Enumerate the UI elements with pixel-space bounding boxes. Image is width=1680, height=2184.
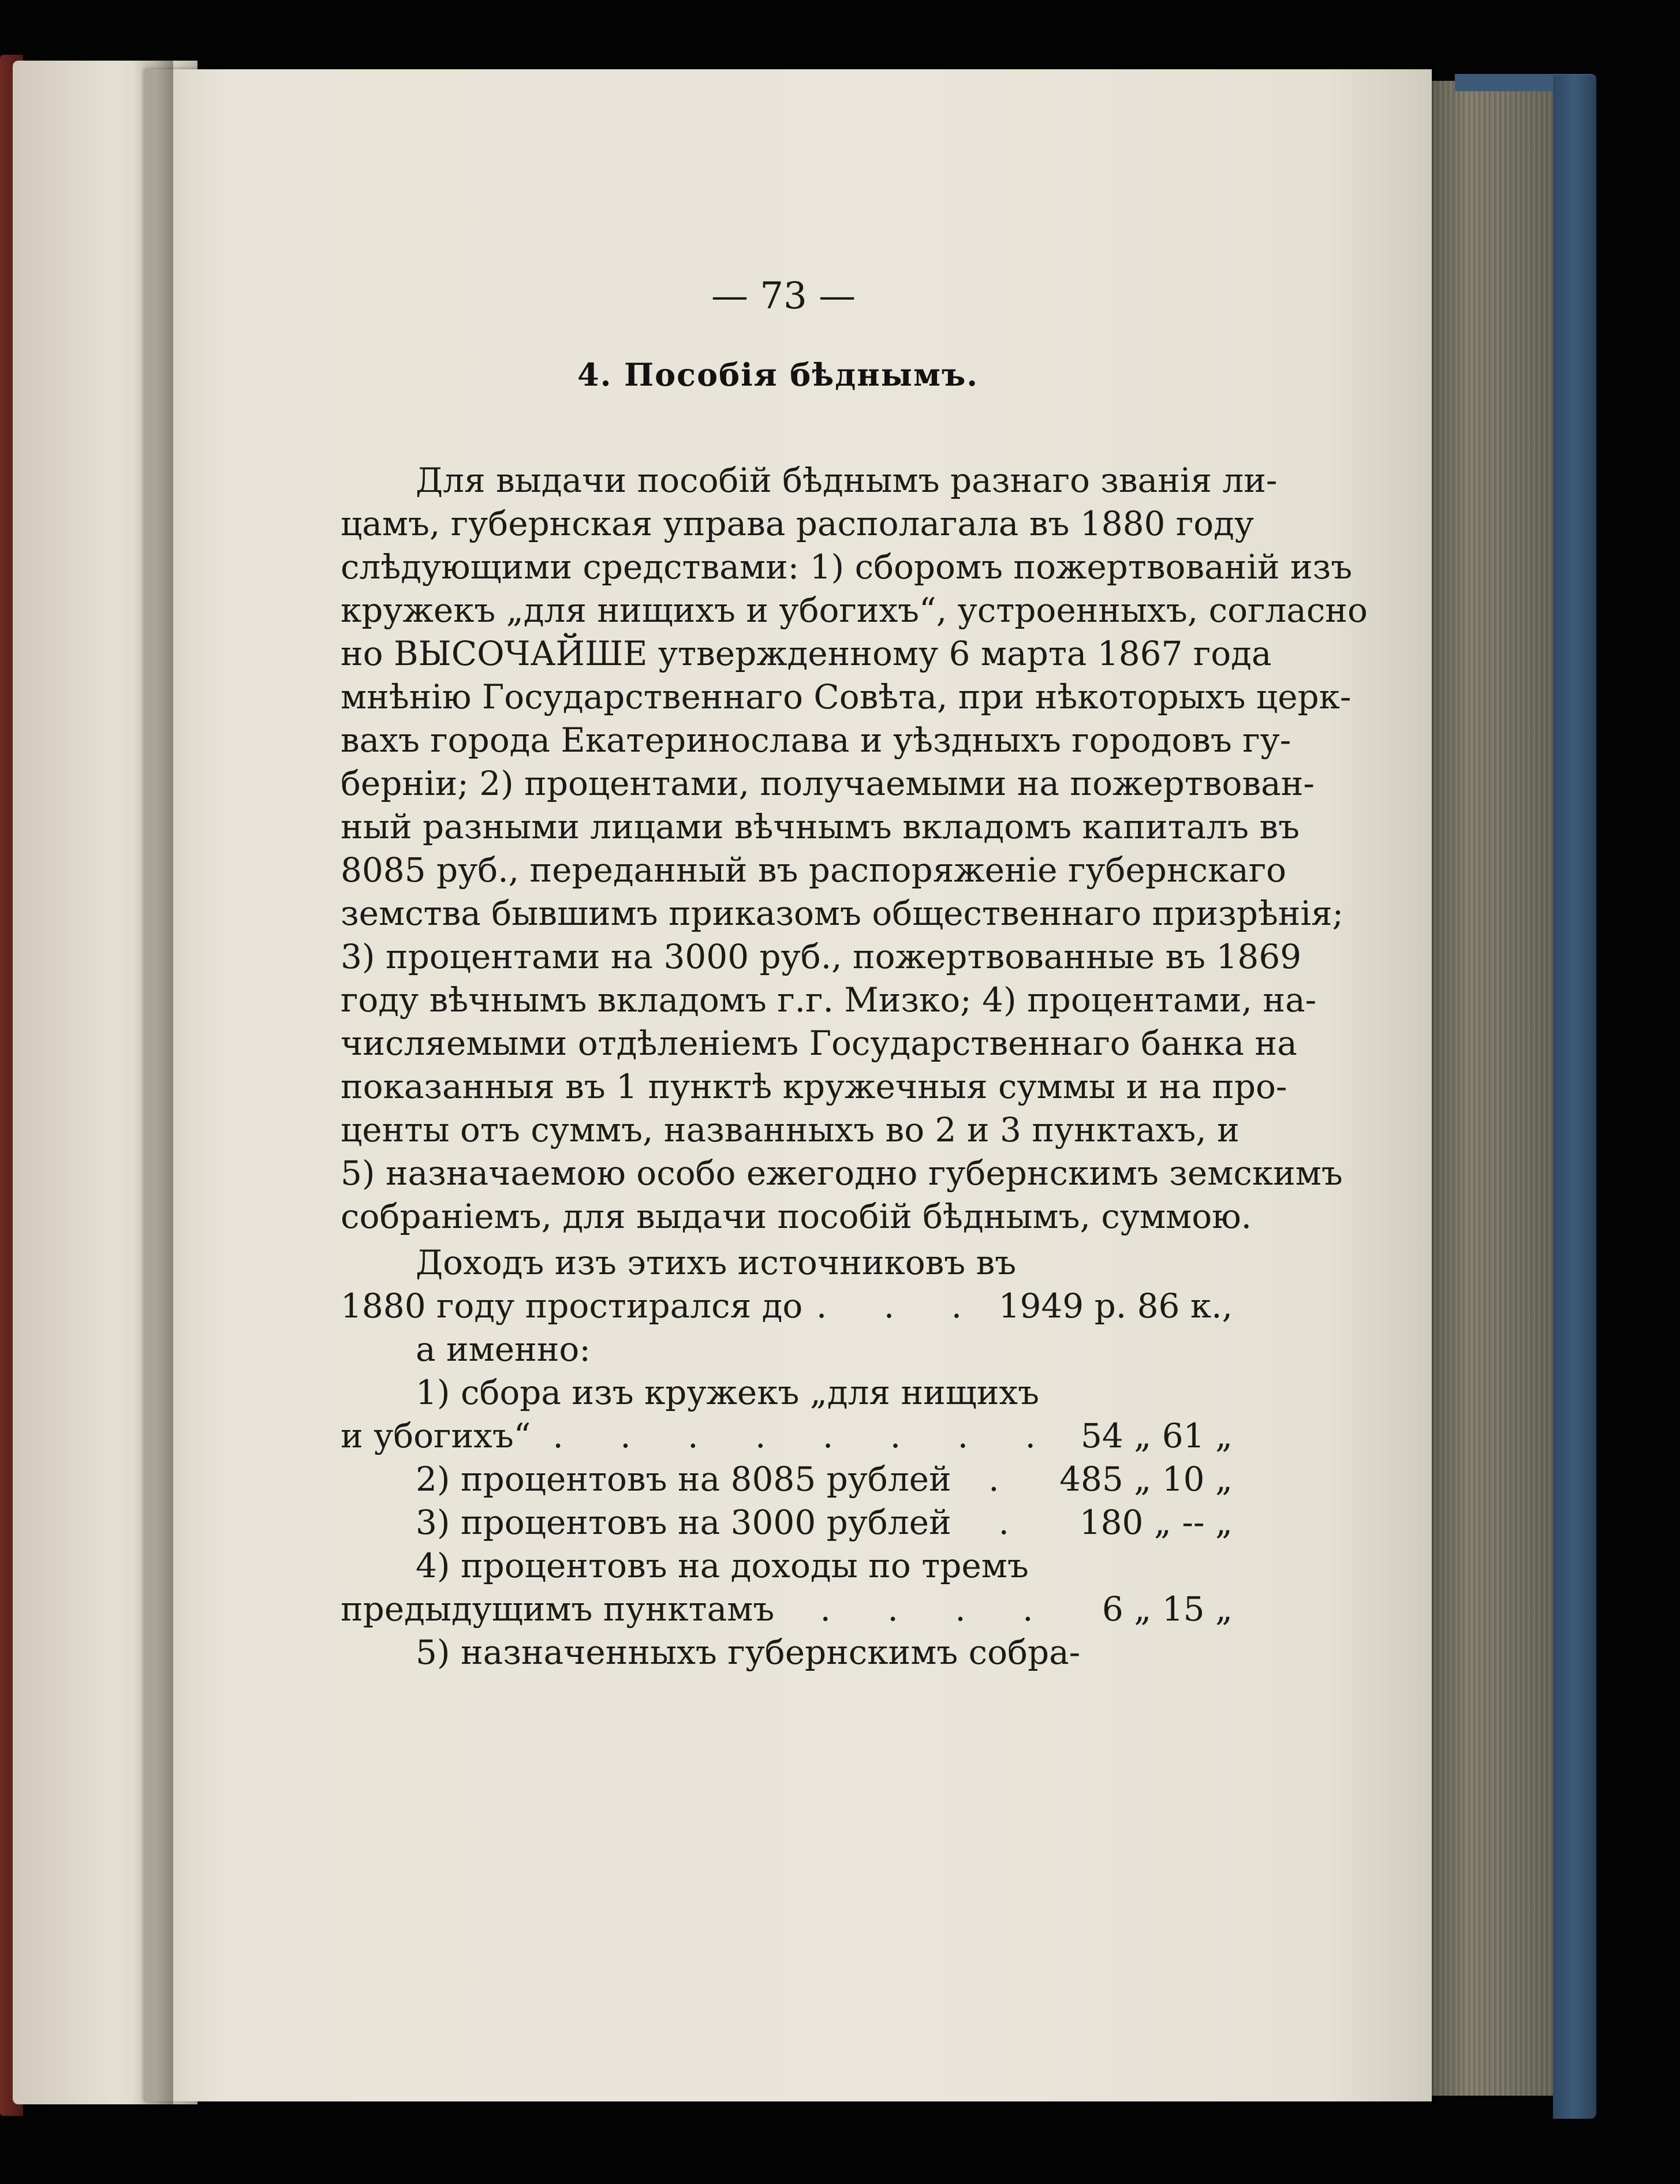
paragraph-line: но ВЫСОЧАЙШЕ утвержденному 6 марта 1867 года: [341, 634, 1272, 673]
item3-row: [341, 1501, 1233, 1544]
paragraph-line: мнѣнію Государственнаго Совѣта, при нѣкоторыхъ церк-: [341, 677, 1352, 716]
income-total-label: 1880 году простирался до: [341, 1286, 803, 1326]
income-intro-line: Доходъ изъ этихъ источниковъ въ: [416, 1243, 1017, 1282]
paragraph-line: 8085 руб., переданный въ распоряженіе губернскаго: [341, 850, 1287, 890]
paragraph-line: собраніемъ, для выдачи пособій бѣднымъ, суммою.: [341, 1197, 1252, 1236]
item4-label: предыдущимъ пунктамъ: [341, 1589, 775, 1629]
income-section: [341, 1241, 1233, 1674]
income-total-row: [341, 1285, 1233, 1328]
item4-row: [341, 1588, 1233, 1631]
paragraph-line: Для выдачи пособій бѣднымъ разнаго званія ли-: [416, 461, 1278, 500]
leader-dots: . . .: [816, 1286, 985, 1326]
item1-row: [341, 1414, 1233, 1458]
item3-label: 3) процентовъ на 3000 рублей: [416, 1503, 951, 1542]
paragraph-line: земства бывшимъ приказомъ общественнаго призрѣнія;: [341, 894, 1344, 933]
paragraph-line: году вѣчнымъ вкладомъ г.г. Мизко; 4) процентами, на-: [341, 980, 1317, 1020]
paragraph: [341, 459, 1368, 1238]
item4-value: 6 „ 15 „: [1102, 1589, 1233, 1629]
item2-value: 485 „ 10 „: [1059, 1459, 1233, 1499]
paragraph-line: числяемыми отдѣленіемъ Государственнаго банка на: [341, 1024, 1297, 1063]
income-total-value: 1949 р. 86 к.,: [998, 1286, 1233, 1326]
leader-dots: . . . .: [820, 1589, 1056, 1629]
paragraph-line: цамъ, губернская управа располагала въ 1880 году: [341, 504, 1255, 543]
paragraph-line: ный разными лицами вѣчнымъ вкладомъ капиталъ въ: [341, 807, 1300, 846]
page-edges: [1429, 81, 1559, 2096]
paragraph-line: 5) назначаемою особо ежегодно губернскимъ земскимъ: [341, 1153, 1343, 1193]
item1-label: и убогихъ“: [341, 1416, 531, 1455]
paragraph-line: центы отъ суммъ, названныхъ во 2 и 3 пунктахъ, и: [341, 1110, 1240, 1149]
namely-line: а именно:: [416, 1330, 591, 1369]
paragraph-line: показанныя въ 1 пунктѣ кружечныя суммы и на про-: [341, 1067, 1287, 1106]
leader-dots: . . . . . . . .: [552, 1416, 1059, 1455]
paragraph-line: 3) процентами на 3000 руб., пожертвованные въ 1869: [341, 937, 1302, 976]
paragraph-line: слѣдующими средствами: 1) сборомъ пожертвованій изъ: [341, 547, 1353, 587]
item1-value: 54 „ 61 „: [1080, 1416, 1233, 1455]
paragraph-line: вахъ города Екатеринослава и уѣздныхъ городовъ гу-: [341, 720, 1291, 760]
gutter-shadow: [133, 61, 173, 2104]
page-number: — 73 —: [711, 275, 856, 318]
item5-line: 5) назначенныхъ губернскимъ собра-: [416, 1633, 1081, 1672]
item1-line: 1) сбора изъ кружекъ „для нищихъ: [416, 1373, 1039, 1412]
paragraph-line: кружекъ „для нищихъ и убогихъ“, устроенныхъ, согласно: [341, 591, 1368, 630]
book-cover-right: [1553, 75, 1596, 2119]
section-heading: 4. Пособія бѣднымъ.: [577, 356, 979, 393]
item4-line: 4) процентовъ на доходы по тремъ: [416, 1546, 1029, 1585]
leader-dots: .: [988, 1459, 1022, 1499]
item3-value: 180 „ -- „: [1079, 1503, 1233, 1542]
leader-dots: .: [998, 1503, 1032, 1542]
paragraph-line: берніи; 2) процентами, получаемыми на пожертвован-: [341, 764, 1315, 803]
item2-label: 2) процентовъ на 8085 рублей: [416, 1459, 951, 1499]
item2-row: [341, 1458, 1233, 1501]
